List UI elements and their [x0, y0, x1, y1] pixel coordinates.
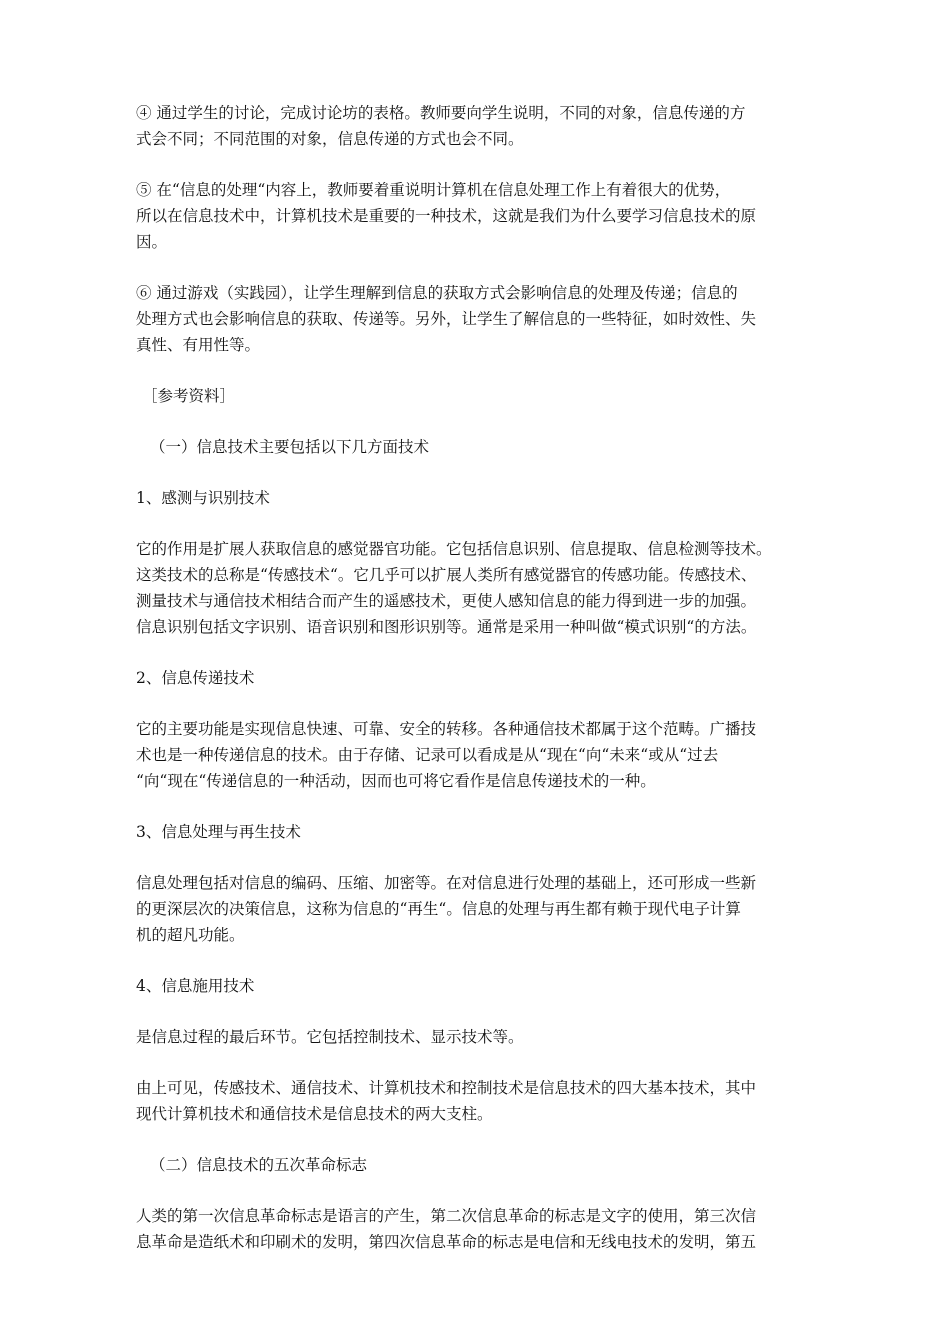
paragraph-line: 由上可见，传感技术、通信技术、计算机技术和控制技术是信息技术的四大基本技术，其中	[136, 1079, 757, 1097]
paragraph	[136, 177, 826, 255]
section-heading: （二）信息技术的五次革命标志	[150, 1156, 368, 1174]
paragraph-line: 的更深层次的决策信息，这称为信息的“再生“。信息的处理与再生都有赖于现代电子计算	[136, 900, 741, 918]
paragraph-line: 息革命是造纸术和印刷术的发明，第四次信息革命的标志是电信和无线电技术的发明，第五	[136, 1233, 757, 1251]
section-heading: （一）信息技术主要包括以下几方面技术	[150, 438, 430, 456]
paragraph-line: ⑥ 通过游戏（实践园），让学生理解到信息的获取方式会影响信息的处理及传递；信息的	[136, 284, 738, 302]
paragraph	[136, 100, 826, 152]
paragraph-line: 式会不同；不同范围的对象，信息传递的方式也会不同。	[136, 130, 524, 148]
paragraph-line: 机的超凡功能。	[136, 926, 245, 944]
section-heading: 4、信息施用技术	[136, 977, 255, 995]
section-heading: 1、感测与识别技术	[136, 489, 270, 507]
paragraph-line: ⑤ 在“信息的处理“内容上，教师要着重说明计算机在信息处理工作上有着很大的优势，	[136, 181, 731, 199]
paragraph-line: “向“现在“传递信息的一种活动，因而也可将它看作是信息传递技术的一种。	[136, 772, 656, 790]
paragraph-line: ④ 通过学生的讨论，完成讨论坊的表格。教师要向学生说明，不同的对象，信息传递的方	[136, 104, 746, 122]
paragraph-line: 术也是一种传递信息的技术。由于存储、记录可以看成是从“现在“向“未来“或从“过去	[136, 746, 719, 764]
paragraph-line: 测量技术与通信技术相结合而产生的遥感技术，更使人感知信息的能力得到进一步的加强。	[136, 592, 757, 610]
paragraph	[136, 870, 826, 948]
paragraph	[136, 1203, 826, 1255]
paragraph	[136, 1075, 826, 1127]
paragraph-line: 因。	[136, 233, 168, 251]
section-heading: ［参考资料］	[142, 387, 236, 405]
paragraph-line: 信息识别包括文字识别、语音识别和图形识别等。通常是采用一种叫做“模式识别“的方法。	[136, 618, 757, 636]
paragraph-line: 所以在信息技术中，计算机技术是重要的一种技术，这就是我们为什么要学习信息技术的原	[136, 207, 757, 225]
paragraph-line: 现代计算机技术和通信技术是信息技术的两大支柱。	[136, 1105, 493, 1123]
section-heading: 2、信息传递技术	[136, 669, 255, 687]
paragraph-line: 它的作用是扩展人获取信息的感觉器官功能。它包括信息识别、信息提取、信息检测等技术。	[136, 540, 772, 558]
section-heading: 3、信息处理与再生技术	[136, 823, 301, 841]
paragraph-line: 是信息过程的最后环节。它包括控制技术、显示技术等。	[136, 1028, 524, 1046]
paragraph-line: 它的主要功能是实现信息快速、可靠、安全的转移。各种通信技术都属于这个范畴。广播技	[136, 720, 757, 738]
paragraph	[136, 716, 826, 794]
paragraph	[136, 1024, 826, 1050]
paragraph-line: 真性、有用性等。	[136, 336, 261, 354]
paragraph-line: 信息处理包括对信息的编码、压缩、加密等。在对信息进行处理的基础上，还可形成一些新	[136, 874, 757, 892]
document-page	[136, 100, 826, 1280]
paragraph	[136, 536, 826, 640]
paragraph-line: 这类技术的总称是“传感技术“。它几乎可以扩展人类所有感觉器官的传感功能。传感技术、	[136, 566, 757, 584]
paragraph-line: 人类的第一次信息革命标志是语言的产生，第二次信息革命的标志是文字的使用，第三次信	[136, 1207, 757, 1225]
paragraph-line: 处理方式也会影响信息的获取、传递等。另外，让学生了解信息的一些特征，如时效性、失	[136, 310, 757, 328]
paragraph	[136, 280, 826, 358]
